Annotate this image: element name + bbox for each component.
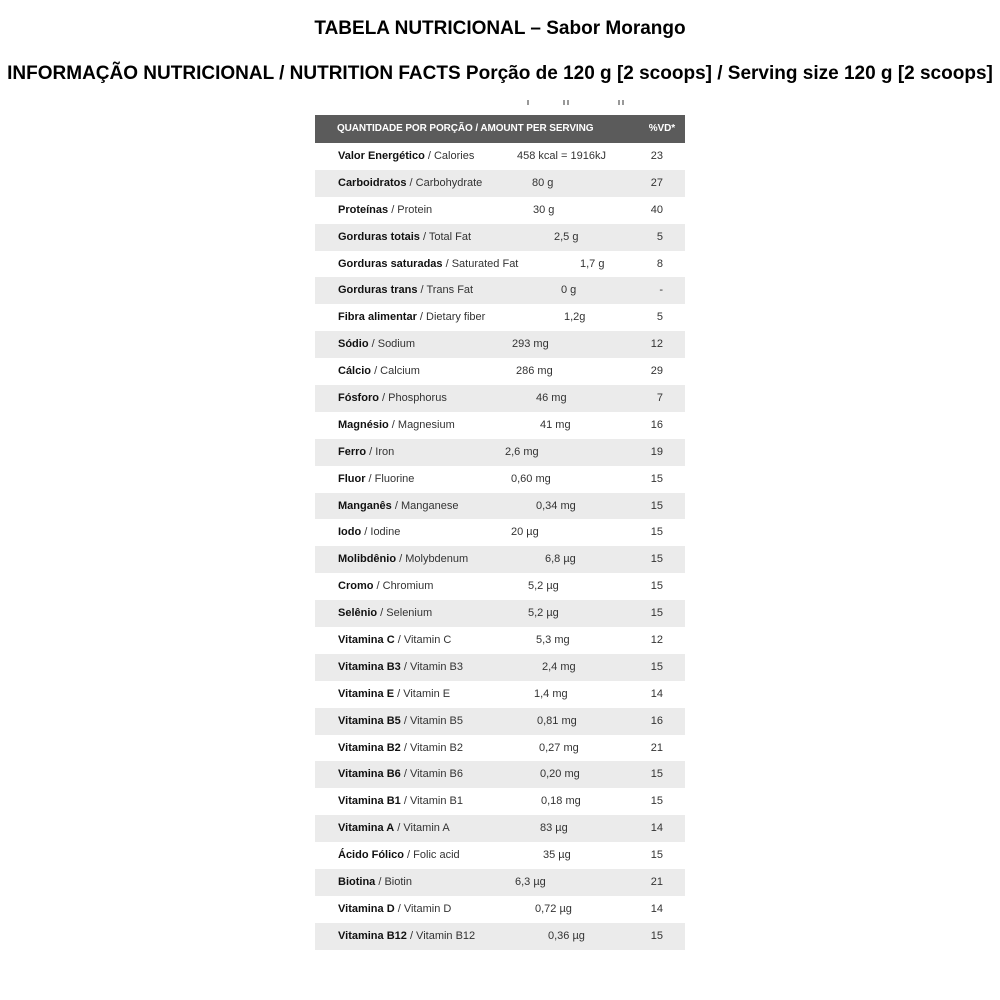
nutrient-amount: 0,27 mg [539,741,579,754]
nutrient-name-en: / Saturated Fat [442,257,519,270]
nutrient-name-pt: Vitamina B1 [338,795,401,808]
nutrient-name-en: / Sodium [368,338,416,351]
nutrient-name [338,896,451,923]
nutrient-name-en: / Carbohydrate [406,176,483,189]
nutrient-amount: 5,3 mg [536,634,570,647]
table-row [315,923,685,950]
table-row [315,277,685,304]
nutrient-vd: 15 [650,768,663,781]
nutrient-name-pt: Gorduras totais [338,230,420,243]
nutrient-name [338,923,475,950]
nutrient-name-en: / Vitamin B2 [400,741,463,754]
nutrient-name-pt: Vitamina E [338,687,395,700]
table-row [315,735,685,762]
table-row [315,627,685,654]
nutrient-name-pt: Vitamina B3 [338,660,401,673]
nutrient-name-pt: Proteínas [338,203,389,216]
nutrient-name-pt: Vitamina B12 [338,929,407,942]
nutrient-vd: 15 [650,660,663,673]
nutrient-vd: 15 [650,849,663,862]
nutrient-amount: 80 g [532,176,554,189]
nutrient-amount: 83 µg [540,822,568,835]
table-row [315,385,685,412]
nutrient-vd: 15 [650,580,663,593]
nutrient-name [338,466,414,493]
nutrient-amount: 286 mg [516,365,553,378]
table-row [315,412,685,439]
nutrient-name-pt: Vitamina D [338,902,395,915]
nutrient-name-pt: Ferro [338,445,367,458]
nutrient-amount: 0,72 µg [535,902,572,915]
nutrient-name-pt: Fluor [338,472,366,485]
nutrient-vd: 16 [650,418,663,431]
nutrient-name-pt: Cálcio [338,365,372,378]
nutrient-amount: 2,6 mg [505,445,539,458]
nutrient-vd: 23 [650,150,663,162]
nutrient-vd: 21 [650,876,663,889]
nutrient-name-pt: Iodo [338,526,362,539]
nutrient-name-en: / Chromium [373,580,434,593]
nutrient-vd: 14 [650,902,663,915]
nutrient-amount: 1,2g [564,311,586,324]
nutrient-amount: 1,4 mg [534,687,568,700]
nutrient-amount: 6,8 µg [545,553,576,566]
nutrient-name-pt: Gorduras trans [338,284,418,297]
nutrient-name-pt: Molibdênio [338,553,397,566]
table-row [315,439,685,466]
nutrient-name-pt: Cromo [338,580,374,593]
nutrient-name-en: / Vitamin D [394,902,452,915]
nutrient-amount: 5,2 µg [528,580,559,593]
nutrient-name-en: / Vitamin B5 [400,714,463,727]
nutrient-name-en: / Iron [366,445,395,458]
table-header-vd: %VD* [648,123,675,134]
table-row [315,197,685,224]
table-row [315,896,685,923]
nutrient-name [338,224,471,251]
table-row [315,466,685,493]
table-row [315,842,685,869]
nutrient-name [338,573,433,600]
nutrient-name [338,815,450,842]
table-row [315,493,685,520]
nutrient-amount: 0,81 mg [537,714,577,727]
nutrient-amount: 0,34 mg [536,499,576,512]
table-row [315,519,685,546]
page-subtitle: INFORMAÇÃO NUTRICIONAL / NUTRITION FACTS Porção de 120 g [2 scoops] / Serving size 120 g [2 scoops] [7,63,993,84]
nutrient-vd: 8 [656,257,663,270]
nutrient-name [338,735,463,762]
table-row [315,304,685,331]
nutrient-amount: 46 mg [536,392,567,405]
nutrient-amount: 20 µg [511,526,539,539]
nutrient-name-en: / Vitamin B3 [400,660,463,673]
nutrient-vd: 16 [650,714,663,727]
nutrient-amount: 0,18 mg [541,795,581,808]
nutrient-name [338,519,400,546]
nutrient-name-pt: Magnésio [338,418,389,431]
nutrient-name-en: / Total Fat [419,230,472,243]
nutrient-name-pt: Vitamina B5 [338,714,401,727]
table-row [315,681,685,708]
nutrient-vd: 5 [656,230,663,243]
nutrient-name-en: / Molybdenum [396,553,469,566]
nutrient-name-en: / Vitamin B1 [400,795,463,808]
nutrient-name-pt: Vitamina B6 [338,768,401,781]
nutrient-name [338,439,394,466]
table-row [315,600,685,627]
nutrient-vd: 14 [650,822,663,835]
nutrient-name [338,331,415,358]
nutrient-amount: 0,36 µg [548,929,585,942]
table-row [315,573,685,600]
nutrient-name-en: / Calcium [371,365,420,378]
page-title: TABELA NUTRICIONAL – Sabor Morango [314,18,686,39]
nutrient-name-en: / Vitamin C [394,634,452,647]
nutrient-name [338,358,420,385]
nutrient-name-pt: Sódio [338,338,369,351]
nutrient-name-pt: Carboidratos [338,176,407,189]
nutrient-vd: - [659,284,663,297]
nutrient-vd: 5 [656,311,663,324]
nutrient-name [338,600,432,627]
table-row [315,788,685,815]
nutrient-name-en: / Biotin [375,876,412,889]
nutrient-name [338,842,460,869]
nutrient-name-en: / Fluorine [365,472,415,485]
nutrient-name-en: / Folic acid [404,849,460,862]
nutrient-amount: 35 µg [543,849,571,862]
nutrient-vd: 14 [650,687,663,700]
nutrient-name [338,627,451,654]
nutrient-name [338,251,518,278]
nutrient-name-en: / Trans Fat [417,284,474,297]
nutrient-name-pt: Valor Energético [338,150,425,162]
table-body [315,143,685,950]
nutrient-amount: 0,20 mg [540,768,580,781]
nutrient-name-pt: Selênio [338,607,378,620]
nutrient-name [338,170,482,197]
table-row [315,761,685,788]
nutrient-vd: 21 [650,741,663,754]
nutrient-name [338,761,463,788]
nutrient-vd: 7 [656,392,663,405]
nutrient-name [338,681,450,708]
nutrient-name-pt: Biotina [338,876,376,889]
nutrient-amount: 6,3 µg [515,876,546,889]
table-row [315,815,685,842]
nutrient-name-en: / Vitamin B12 [406,929,476,942]
nutrient-name-en: / Dietary fiber [416,311,486,324]
nutrient-vd: 19 [650,445,663,458]
nutrient-name [338,788,463,815]
nutrient-name [338,708,463,735]
nutrient-name-pt: Gorduras saturadas [338,257,443,270]
nutrient-vd: 15 [650,795,663,808]
nutrient-amount: 5,2 µg [528,607,559,620]
nutrient-name-en: / Magnesium [388,418,455,431]
nutrient-name [338,304,485,331]
nutrient-name-en: / Vitamin A [394,822,450,835]
nutrient-amount: 30 g [533,203,555,216]
nutrient-vd: 15 [650,499,663,512]
nutrient-name-en: / Vitamin E [394,687,451,700]
nutrient-vd: 15 [650,929,663,942]
table-row [315,869,685,896]
nutrient-vd: 40 [650,203,663,216]
nutrient-name [338,546,468,573]
nutrient-name [338,869,412,896]
table-header [315,115,685,143]
nutrient-name-en: / Phosphorus [378,392,447,405]
table-row [315,546,685,573]
nutrient-name-pt: Fibra alimentar [338,311,417,324]
nutrient-name [338,654,463,681]
nutrient-vd: 12 [650,634,663,647]
nutrient-amount: 41 mg [540,418,571,431]
nutrient-name-pt: Vitamina B2 [338,741,401,754]
nutrient-name-en: / Protein [388,203,433,216]
nutrient-vd: 15 [650,472,663,485]
table-row [315,170,685,197]
nutrient-vd: 27 [650,176,663,189]
nutrient-amount: 0 g [561,284,577,297]
nutrient-name [338,277,473,304]
nutrient-name-en: / Selenium [377,607,433,620]
nutrient-amount: 2,5 g [554,230,579,243]
cropped-image-edge [315,100,685,106]
nutrient-name-pt: Vitamina C [338,634,395,647]
table-row [315,358,685,385]
nutrient-amount: 293 mg [512,338,549,351]
nutrient-vd: 15 [650,553,663,566]
table-row [315,708,685,735]
nutrient-amount: 458 kcal = 1916kJ [517,150,606,162]
table-row [315,331,685,358]
nutrient-vd: 15 [650,607,663,620]
table-row [315,251,685,278]
nutrient-amount: 1,7 g [580,257,605,270]
nutrient-name-pt: Fósforo [338,392,379,405]
nutrient-vd: 15 [650,526,663,539]
nutrient-vd: 29 [650,365,663,378]
nutrient-name-pt: Manganês [338,499,392,512]
nutrient-name [338,412,455,439]
nutrient-name-pt: Ácido Fólico [338,849,404,862]
table-row [315,654,685,681]
nutrient-name [338,385,447,412]
nutrient-amount: 2,4 mg [542,660,576,673]
nutrient-name [338,143,474,170]
nutrient-name-pt: Vitamina A [338,822,395,835]
table-row [315,224,685,251]
nutrient-name-en: / Vitamin B6 [400,768,463,781]
nutrition-table [315,115,685,950]
nutrient-name-en: / Iodine [361,526,401,539]
nutrient-name [338,493,458,520]
table-row [315,143,685,170]
nutrient-name-en: / Calories [424,150,475,162]
nutrient-amount: 0,60 mg [511,472,551,485]
nutrient-name [338,197,432,224]
nutrient-name-en: / Manganese [391,499,459,512]
nutrient-vd: 12 [650,338,663,351]
table-header-label: QUANTIDADE POR PORÇÃO / AMOUNT PER SERVING [337,123,594,134]
